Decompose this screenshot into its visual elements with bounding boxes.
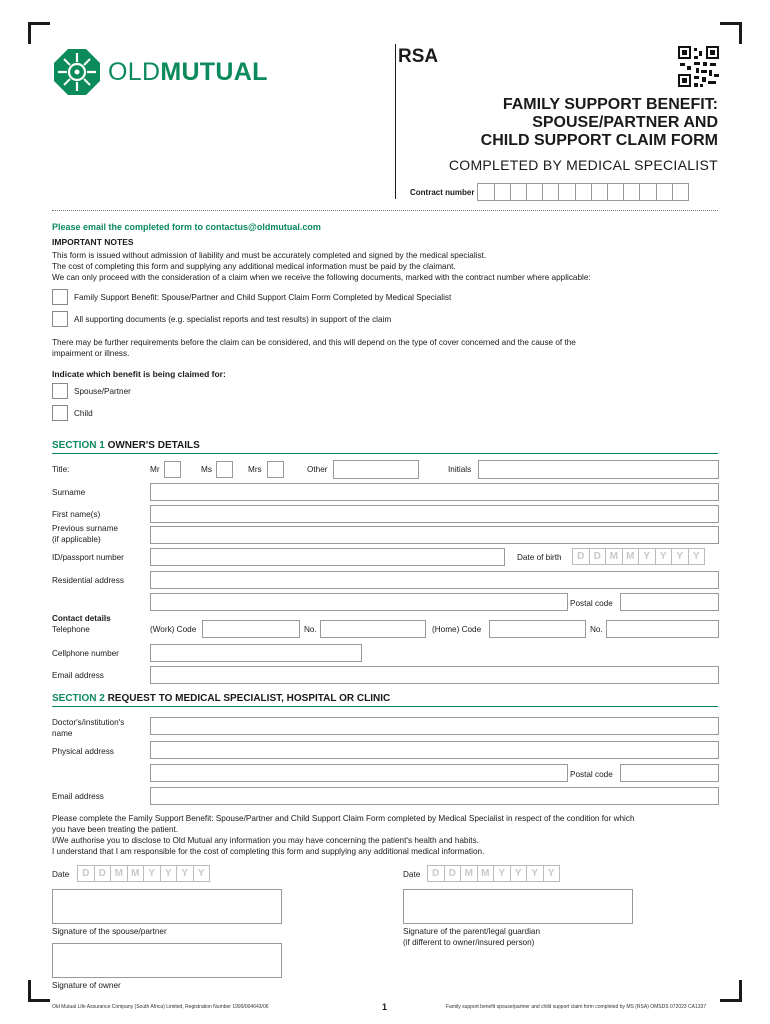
benefit-checkbox-spouse[interactable] — [52, 383, 68, 399]
date-digit[interactable]: Y — [510, 865, 528, 882]
home-code-label: (Home) Code — [432, 625, 482, 634]
telephone-label: Telephone — [52, 625, 90, 634]
contract-digit-box[interactable] — [526, 183, 543, 201]
date-digit[interactable]: Y — [526, 865, 544, 882]
contract-digit-box[interactable] — [591, 183, 608, 201]
document-label: All supporting documents (e.g. specialist reports and test results) in support of the claim — [74, 315, 392, 324]
date-digit[interactable]: M — [127, 865, 145, 882]
date-digit[interactable]: Y — [493, 865, 511, 882]
old-mutual-emblem-icon — [52, 47, 102, 97]
region-label: RSA — [398, 46, 439, 67]
email-instruction: Please email the completed form to contactus@oldmutual.com — [52, 222, 321, 232]
form-subtitle: COMPLETED BY MEDICAL SPECIALIST — [448, 157, 718, 173]
further-requirements-text: impairment or illness. — [52, 349, 130, 358]
date-digit[interactable]: Y — [688, 548, 706, 565]
further-requirements-text: There may be further requirements before the claim can be considered, and this will depend on the type of cover concerned and the cause of the — [52, 338, 576, 347]
title-ms-checkbox[interactable] — [216, 461, 233, 478]
contract-digit-box[interactable] — [656, 183, 673, 201]
date-digit[interactable]: D — [94, 865, 112, 882]
note-line: The cost of completing this form and supplying any additional medical information must be paid by the claimant. — [52, 262, 456, 271]
work-number-input[interactable] — [320, 620, 426, 638]
contract-digit-box[interactable] — [558, 183, 575, 201]
date-digit[interactable]: Y — [655, 548, 673, 565]
title-label: Title: — [52, 465, 70, 474]
title-mrs-label: Mrs — [248, 465, 262, 474]
id-number-label: ID/passport number — [52, 553, 124, 562]
old-mutual-logo — [52, 47, 268, 97]
surname-input[interactable] — [150, 483, 719, 501]
first-names-label: First name(s) — [52, 510, 101, 519]
email-label: Email address — [52, 671, 104, 680]
home-number-input[interactable] — [606, 620, 719, 638]
contract-digit-box[interactable] — [607, 183, 624, 201]
date-label-right: Date — [403, 870, 421, 879]
contract-digit-box[interactable] — [510, 183, 527, 201]
postal-code-input[interactable] — [620, 764, 719, 782]
date-label-left: Date — [52, 870, 70, 879]
section-1-heading: SECTION 1 OWNER'S DETAILS — [52, 440, 200, 451]
section-1-rule — [52, 453, 718, 454]
signature-parent-box[interactable] — [403, 889, 633, 924]
benefit-label: Spouse/Partner — [74, 387, 131, 396]
date-digit[interactable]: Y — [671, 548, 689, 565]
home-number-label: No. — [590, 625, 603, 634]
date-digit[interactable]: Y — [143, 865, 161, 882]
signature-spouse-label: Signature of the spouse/partner — [52, 927, 167, 936]
signature-spouse-box[interactable] — [52, 889, 282, 924]
contract-number-field — [410, 183, 689, 201]
important-notes-heading: IMPORTANT NOTES — [52, 237, 134, 247]
header-separator — [52, 210, 718, 211]
contract-digit-box[interactable] — [672, 183, 689, 201]
cellphone-label: Cellphone number — [52, 649, 119, 658]
title-other-input[interactable] — [333, 460, 419, 479]
initials-input[interactable] — [478, 460, 719, 479]
postal-code-input[interactable] — [620, 593, 719, 611]
date-digit[interactable]: Y — [543, 865, 561, 882]
doctor-email-label: Email address — [52, 792, 104, 801]
date-digit[interactable]: D — [572, 548, 590, 565]
date-digit[interactable]: Y — [193, 865, 211, 882]
date-digit[interactable]: D — [444, 865, 462, 882]
crop-mark-top-left — [28, 22, 50, 44]
qr-code-icon — [678, 46, 719, 87]
work-code-input[interactable] — [202, 620, 300, 638]
cellphone-input[interactable] — [150, 644, 362, 662]
previous-surname-label: Previous surname — [52, 524, 118, 533]
residential-address-line2[interactable] — [150, 593, 568, 611]
benefit-heading: Indicate which benefit is being claimed for: — [52, 369, 226, 379]
physical-address-line2[interactable] — [150, 764, 568, 782]
note-line: This form is issued without admission of liability and must be accurately completed and signed by the medical specialist. — [52, 251, 487, 260]
date-input-right[interactable] — [428, 865, 560, 882]
date-digit[interactable]: D — [77, 865, 95, 882]
signature-owner-box[interactable] — [52, 943, 282, 978]
contact-details-heading: Contact details — [52, 614, 111, 623]
date-digit[interactable]: Y — [176, 865, 194, 882]
work-code-label: (Work) Code — [150, 625, 197, 634]
form-title: FAMILY SUPPORT BENEFIT: SPOUSE/PARTNER AND CHILD SUPPORT CLAIM FORM — [480, 96, 718, 149]
title-mrs-checkbox[interactable] — [267, 461, 284, 478]
date-digit[interactable]: Y — [160, 865, 178, 882]
contract-digit-box[interactable] — [639, 183, 656, 201]
date-digit[interactable]: D — [427, 865, 445, 882]
doctor-email-input[interactable] — [150, 787, 719, 805]
signature-parent-note: (if different to owner/insured person) — [403, 938, 535, 947]
contract-digit-box[interactable] — [494, 183, 511, 201]
footer-registration: Old Mutual Life Assurance Company (South Africa) Limited, Registration Number 1999/004643/06 — [52, 1004, 269, 1010]
date-digit[interactable]: M — [622, 548, 640, 565]
email-input[interactable] — [150, 666, 719, 684]
header-divider — [395, 44, 396, 199]
note-line: We can only proceed with the consideration of a claim when we receive the following documents, marked with the contract number where applicable: — [52, 273, 591, 282]
section-2-heading: SECTION 2 REQUEST TO MEDICAL SPECIALIST, HOSPITAL OR CLINIC — [52, 693, 391, 704]
date-of-birth-input[interactable] — [573, 548, 705, 565]
date-digit[interactable]: Y — [638, 548, 656, 565]
crop-mark-bottom-left — [28, 980, 50, 1002]
contract-digit-box[interactable] — [623, 183, 640, 201]
section-2-rule — [52, 706, 718, 707]
document-checkbox-claim-form[interactable] — [52, 289, 68, 305]
contract-digit-box[interactable] — [542, 183, 559, 201]
residential-address-label: Residential address — [52, 576, 124, 585]
title-other-label: Other — [307, 465, 328, 474]
footer-form-code: Family support benefit spouse/partner and child support claim form completed by MS (RSA) OMSDS 072023 CA1337 — [446, 1004, 707, 1010]
consent-text: I/We authorise you to disclose to Old Mutual any information you may have concerning the patient's health and habits. — [52, 836, 479, 845]
contract-digit-box[interactable] — [575, 183, 592, 201]
initials-label: Initials — [448, 465, 472, 474]
previous-surname-note: (if applicable) — [52, 535, 101, 544]
postal-code-label: Postal code — [570, 599, 613, 608]
date-of-birth-label: Date of birth — [517, 553, 562, 562]
title-ms-label: Ms — [201, 465, 212, 474]
doctor-name-label-2: name — [52, 729, 73, 738]
signature-parent-label: Signature of the parent/legal guardian — [403, 927, 541, 936]
postal-code-label: Postal code — [570, 770, 613, 779]
residential-address-line1[interactable] — [150, 571, 719, 589]
title-mr-label: Mr — [150, 465, 160, 474]
document-label: Family Support Benefit: Spouse/Partner and Child Support Claim Form Completed by Medical Specialist — [74, 293, 452, 302]
logo-wordmark: OLDMUTUAL — [108, 57, 268, 86]
physical-address-line1[interactable] — [150, 741, 719, 759]
consent-text: you have been treating the patient. — [52, 825, 179, 834]
consent-text: Please complete the Family Support Benefit: Spouse/Partner and Child Support Claim Form completed by Medical Specialist in respect of the condition for which — [52, 814, 635, 823]
page-number: 1 — [382, 1002, 388, 1012]
benefit-label: Child — [74, 409, 93, 418]
signature-owner-label: Signature of owner — [52, 981, 121, 990]
first-names-input[interactable] — [150, 505, 719, 523]
doctor-name-label: Doctor's/institution's — [52, 718, 125, 727]
doctor-name-input[interactable] — [150, 717, 719, 735]
physical-address-label: Physical address — [52, 747, 114, 756]
consent-text: I understand that I am responsible for the cost of completing this form and supplying any additional medical information. — [52, 847, 485, 856]
crop-mark-bottom-right — [720, 980, 742, 1002]
home-code-input[interactable] — [489, 620, 586, 638]
title-mr-checkbox[interactable] — [164, 461, 181, 478]
date-digit[interactable]: M — [477, 865, 495, 882]
contract-digit-box[interactable] — [477, 183, 494, 201]
surname-label: Surname — [52, 488, 86, 497]
date-digit[interactable]: D — [589, 548, 607, 565]
date-digit[interactable]: M — [460, 865, 478, 882]
contract-number-label: Contract number — [410, 187, 475, 197]
previous-surname-input[interactable] — [150, 526, 719, 544]
document-checkbox-supporting[interactable] — [52, 311, 68, 327]
crop-mark-top-right — [720, 22, 742, 44]
work-number-label: No. — [304, 625, 317, 634]
id-number-input[interactable] — [150, 548, 505, 566]
date-digit[interactable]: M — [110, 865, 128, 882]
benefit-checkbox-child[interactable] — [52, 405, 68, 421]
date-input-left[interactable] — [78, 865, 210, 882]
date-digit[interactable]: M — [605, 548, 623, 565]
